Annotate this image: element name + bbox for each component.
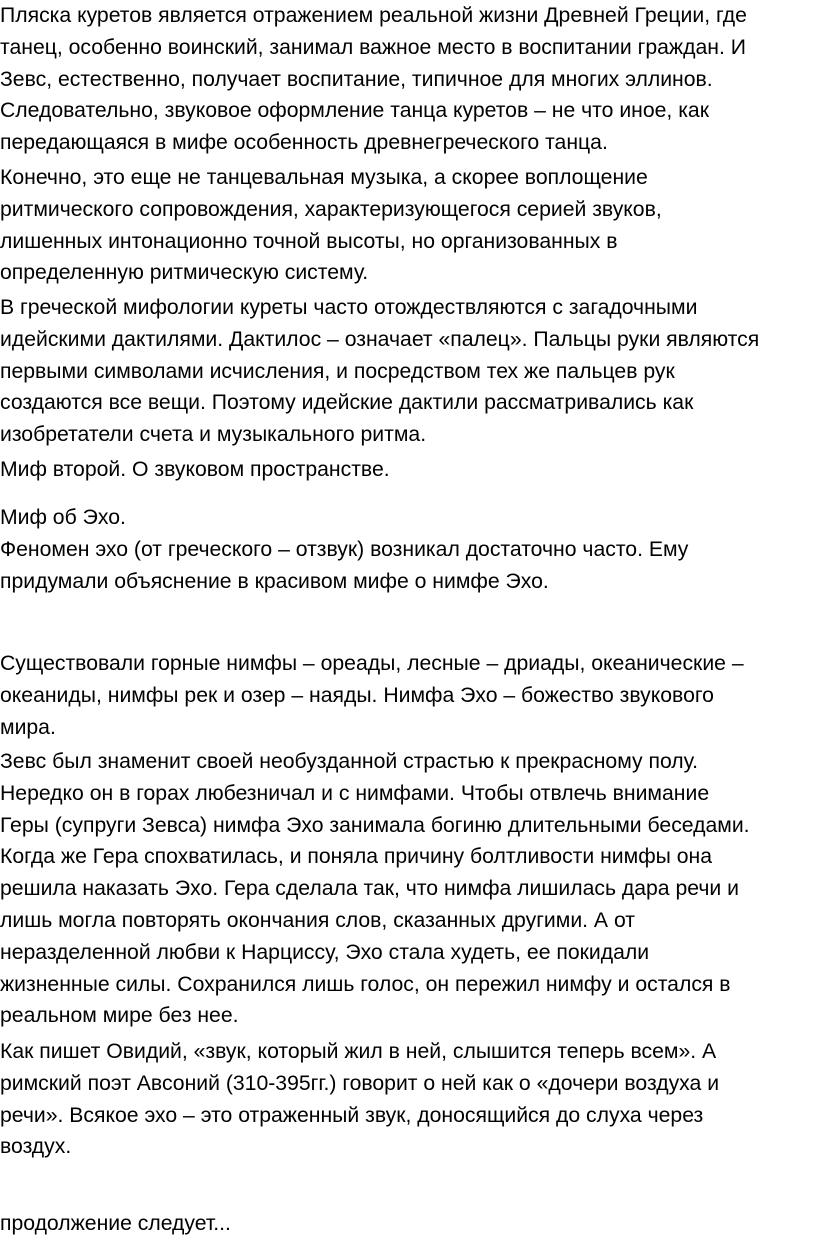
- text-line: Зевс был знаменит своей необузданной страстью к прекрасному полу.: [0, 750, 698, 773]
- text-line: Миф об Эхо.: [0, 506, 126, 529]
- text-line: Когда же Гера спохватилась, и поняла причину болтливости нимфы она: [0, 845, 713, 869]
- text-line: продолжение следует...: [0, 1212, 231, 1235]
- paragraph-nymphs: [0, 648, 816, 743]
- heading-second-myth: [0, 454, 816, 486]
- text-line: идейскими дактилями. Дактилос – означает «палец». Пальцы руки являются: [0, 327, 760, 351]
- text-line: римский поэт Авсоний (310-395гг.) говорит о ней как о «дочери воздуха и: [0, 1071, 720, 1095]
- paragraph-ovid-ausonius: [0, 1036, 816, 1163]
- text-line: ритмического сопровождения, характеризующегося серией звуков,: [0, 197, 662, 221]
- text-line: Феномен эхо (от греческого – отзвук) возникал достаточно часто. Ему: [0, 537, 689, 561]
- text-line: танец, особенно воинский, занимал важное место в воспитании граждан. И: [0, 35, 746, 59]
- text-line: Существовали горные нимфы – ореады, лесные – дриады, океанические –: [0, 652, 744, 675]
- text-line: изобретатели счета и музыкального ритма.: [0, 423, 427, 447]
- text-line: лишенных интонационно точной высоты, но организованных в: [0, 229, 618, 253]
- text-line: передающаяся в мифе особенность древнегреческого танца.: [0, 131, 608, 155]
- text-line: решила наказать Эхо. Гера сделала так, что нимфа лишилась дара речи и: [0, 877, 739, 901]
- paragraph-rhythmic-accompaniment: [0, 162, 816, 289]
- text-line: жизненные силы. Сохранился лишь голос, он пережил нимфу и остался в: [0, 972, 731, 996]
- text-line: океаниды, нимфы рек и озер – наяды. Нимфа Эхо – божество звукового: [0, 683, 714, 707]
- paragraph-zeus-and-echo: [0, 746, 816, 1032]
- text-line: Как пишет Овидий, «звук, который жил в ней, слышится теперь всем». А: [0, 1040, 717, 1063]
- paragraph-curetes-dance: [0, 0, 816, 159]
- text-line: создаются все вещи. Поэтому идейские дактили рассматривались как: [0, 391, 694, 415]
- paragraph-idaean-dactyls: [0, 292, 816, 451]
- text-line: Конечно, это еще не танцевальная музыка, а скорее воплощение: [0, 166, 648, 189]
- text-line: Зевс, естественно, получает воспитание, типичное для многих эллинов.: [0, 67, 713, 91]
- text-line: первыми символами исчисления, и посредством тех же пальцев рук: [0, 359, 675, 383]
- text-line: определенную ритмическую систему.: [0, 261, 369, 285]
- text-line: Миф второй. О звуковом пространстве.: [0, 458, 390, 481]
- text-line: В греческой мифологии куреты часто отождествляются с загадочными: [0, 296, 698, 319]
- text-line: лишь могла повторять окончания слов, сказанных другими. А от: [0, 908, 635, 932]
- text-line: Пляска куретов является отражением реальной жизни Древней Греции, где: [0, 4, 747, 27]
- text-line: мира.: [0, 715, 56, 739]
- paragraph-echo-myth-intro: [0, 502, 816, 597]
- to-be-continued: [0, 1208, 816, 1240]
- text-line: придумали объяснение в красивом мифе о нимфе Эхо.: [0, 569, 549, 593]
- text-line: Нередко он в горах любезничал и с нимфами. Чтобы отвлечь внимание: [0, 781, 710, 805]
- text-line: неразделенной любви к Нарциссу, Эхо стала худеть, ее покидали: [0, 940, 650, 964]
- text-line: Геры (супруги Зевса) нимфа Эхо занимала богиню длительными беседами.: [0, 813, 750, 837]
- text-line: реальном мире без нее.: [0, 1004, 239, 1028]
- text-line: Следовательно, звуковое оформление танца куретов – не что иное, как: [0, 99, 709, 123]
- text-line: воздух.: [0, 1135, 72, 1159]
- text-line: речи». Всякое эхо – это отраженный звук, доносящийся до слуха через: [0, 1103, 704, 1127]
